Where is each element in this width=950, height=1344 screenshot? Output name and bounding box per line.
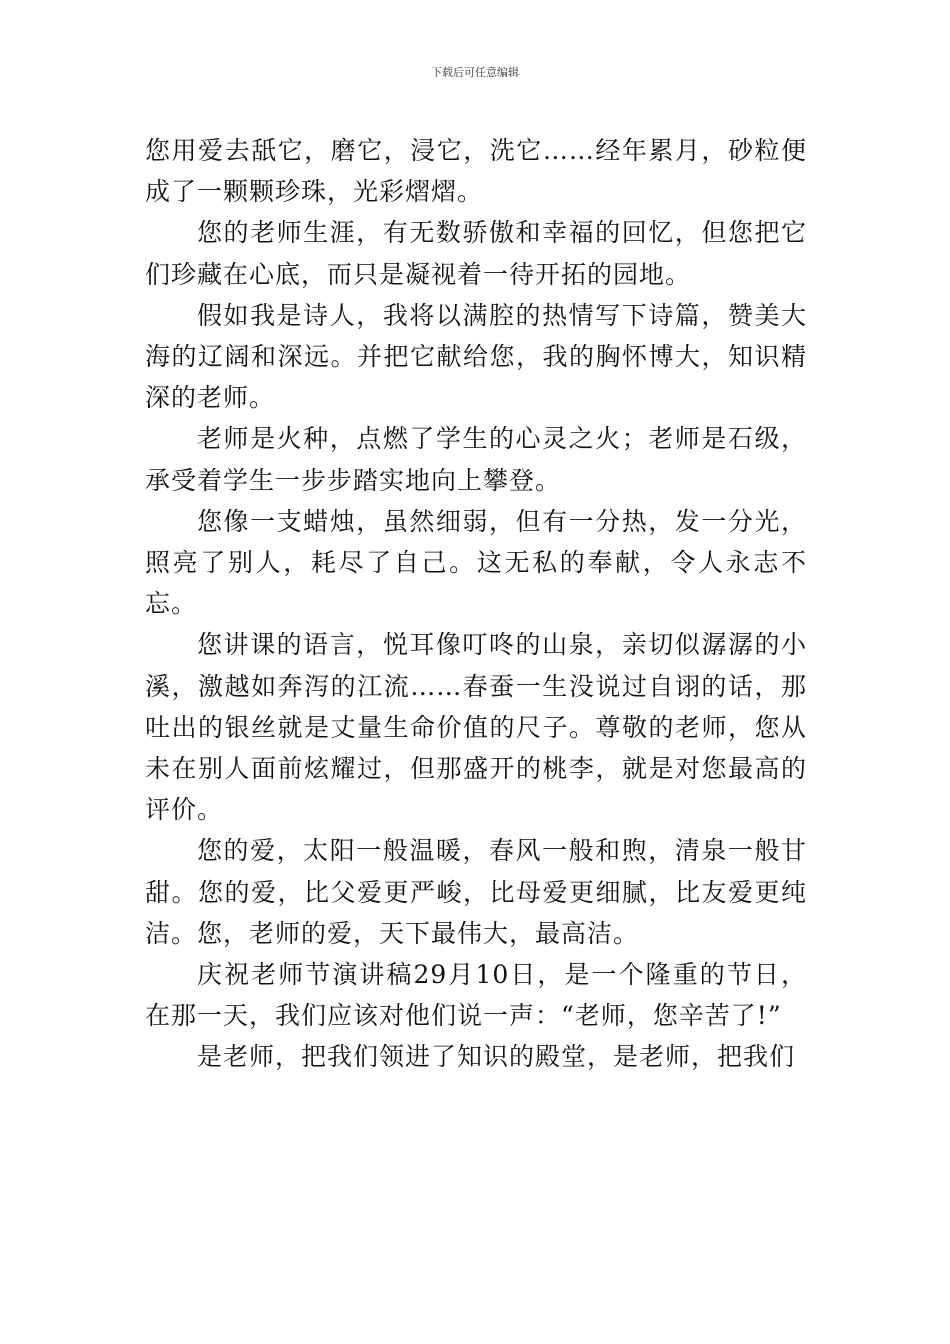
paragraph-1: 您用爱去舐它，磨它，浸它，洗它……经年累月，砂粒便成了一颗颗珍珠，光彩熠熠。 [145, 136, 807, 207]
paragraph-3: 假如我是诗人，我将以满腔的热情写下诗篇，赞美大海的辽阔和深远。并把它献给您，我的胸怀博大，知识精深的老师。 [145, 300, 807, 413]
paragraph-9: 是老师，把我们领进了知识的殿堂，是老师，把我们 [197, 1042, 796, 1072]
page-header: 下载后可任意编辑 [431, 66, 519, 79]
paragraph-4: 老师是火种，点燃了学生的心灵之火；老师是石级，承受着学生一步步踏实地向上攀登。 [145, 424, 807, 495]
paragraph-2: 您的老师生涯，有无数骄傲和幸福的回忆，但您把它们珍藏在心底，而只是凝视着一待开拓的园地。 [145, 218, 807, 289]
paragraph-5: 您像一支蜡烛，虽然细弱，但有一分热，发一分光，照亮了别人，耗尽了自己。这无私的奉献，令人永志不忘。 [145, 506, 807, 619]
paragraph-6: 您讲课的语言，悦耳像叮咚的山泉，亲切似潺潺的小溪，激越如奔泻的江流……春蚕一生没说过自诩的话，那吐出的银丝就是丈量生命价值的尺子。尊敬的老师，您从未在别人面前炫耀过，但那盛开的桃李，就是对您最高的评价。 [145, 630, 807, 825]
paragraph-8: 庆祝老师节演讲稿29月10日，是一个隆重的节日，在那一天，我们应该对他们说一声：“老师，您辛苦了!” [145, 960, 807, 1031]
document-body [145, 130, 807, 1078]
paragraph-7: 您的爱，太阳一般温暖，春风一般和煦，清泉一般甘甜。您的爱，比父爱更严峻，比母爱更细腻，比友爱更纯洁。您，老师的爱，天下最伟大，最高洁。 [145, 836, 807, 948]
